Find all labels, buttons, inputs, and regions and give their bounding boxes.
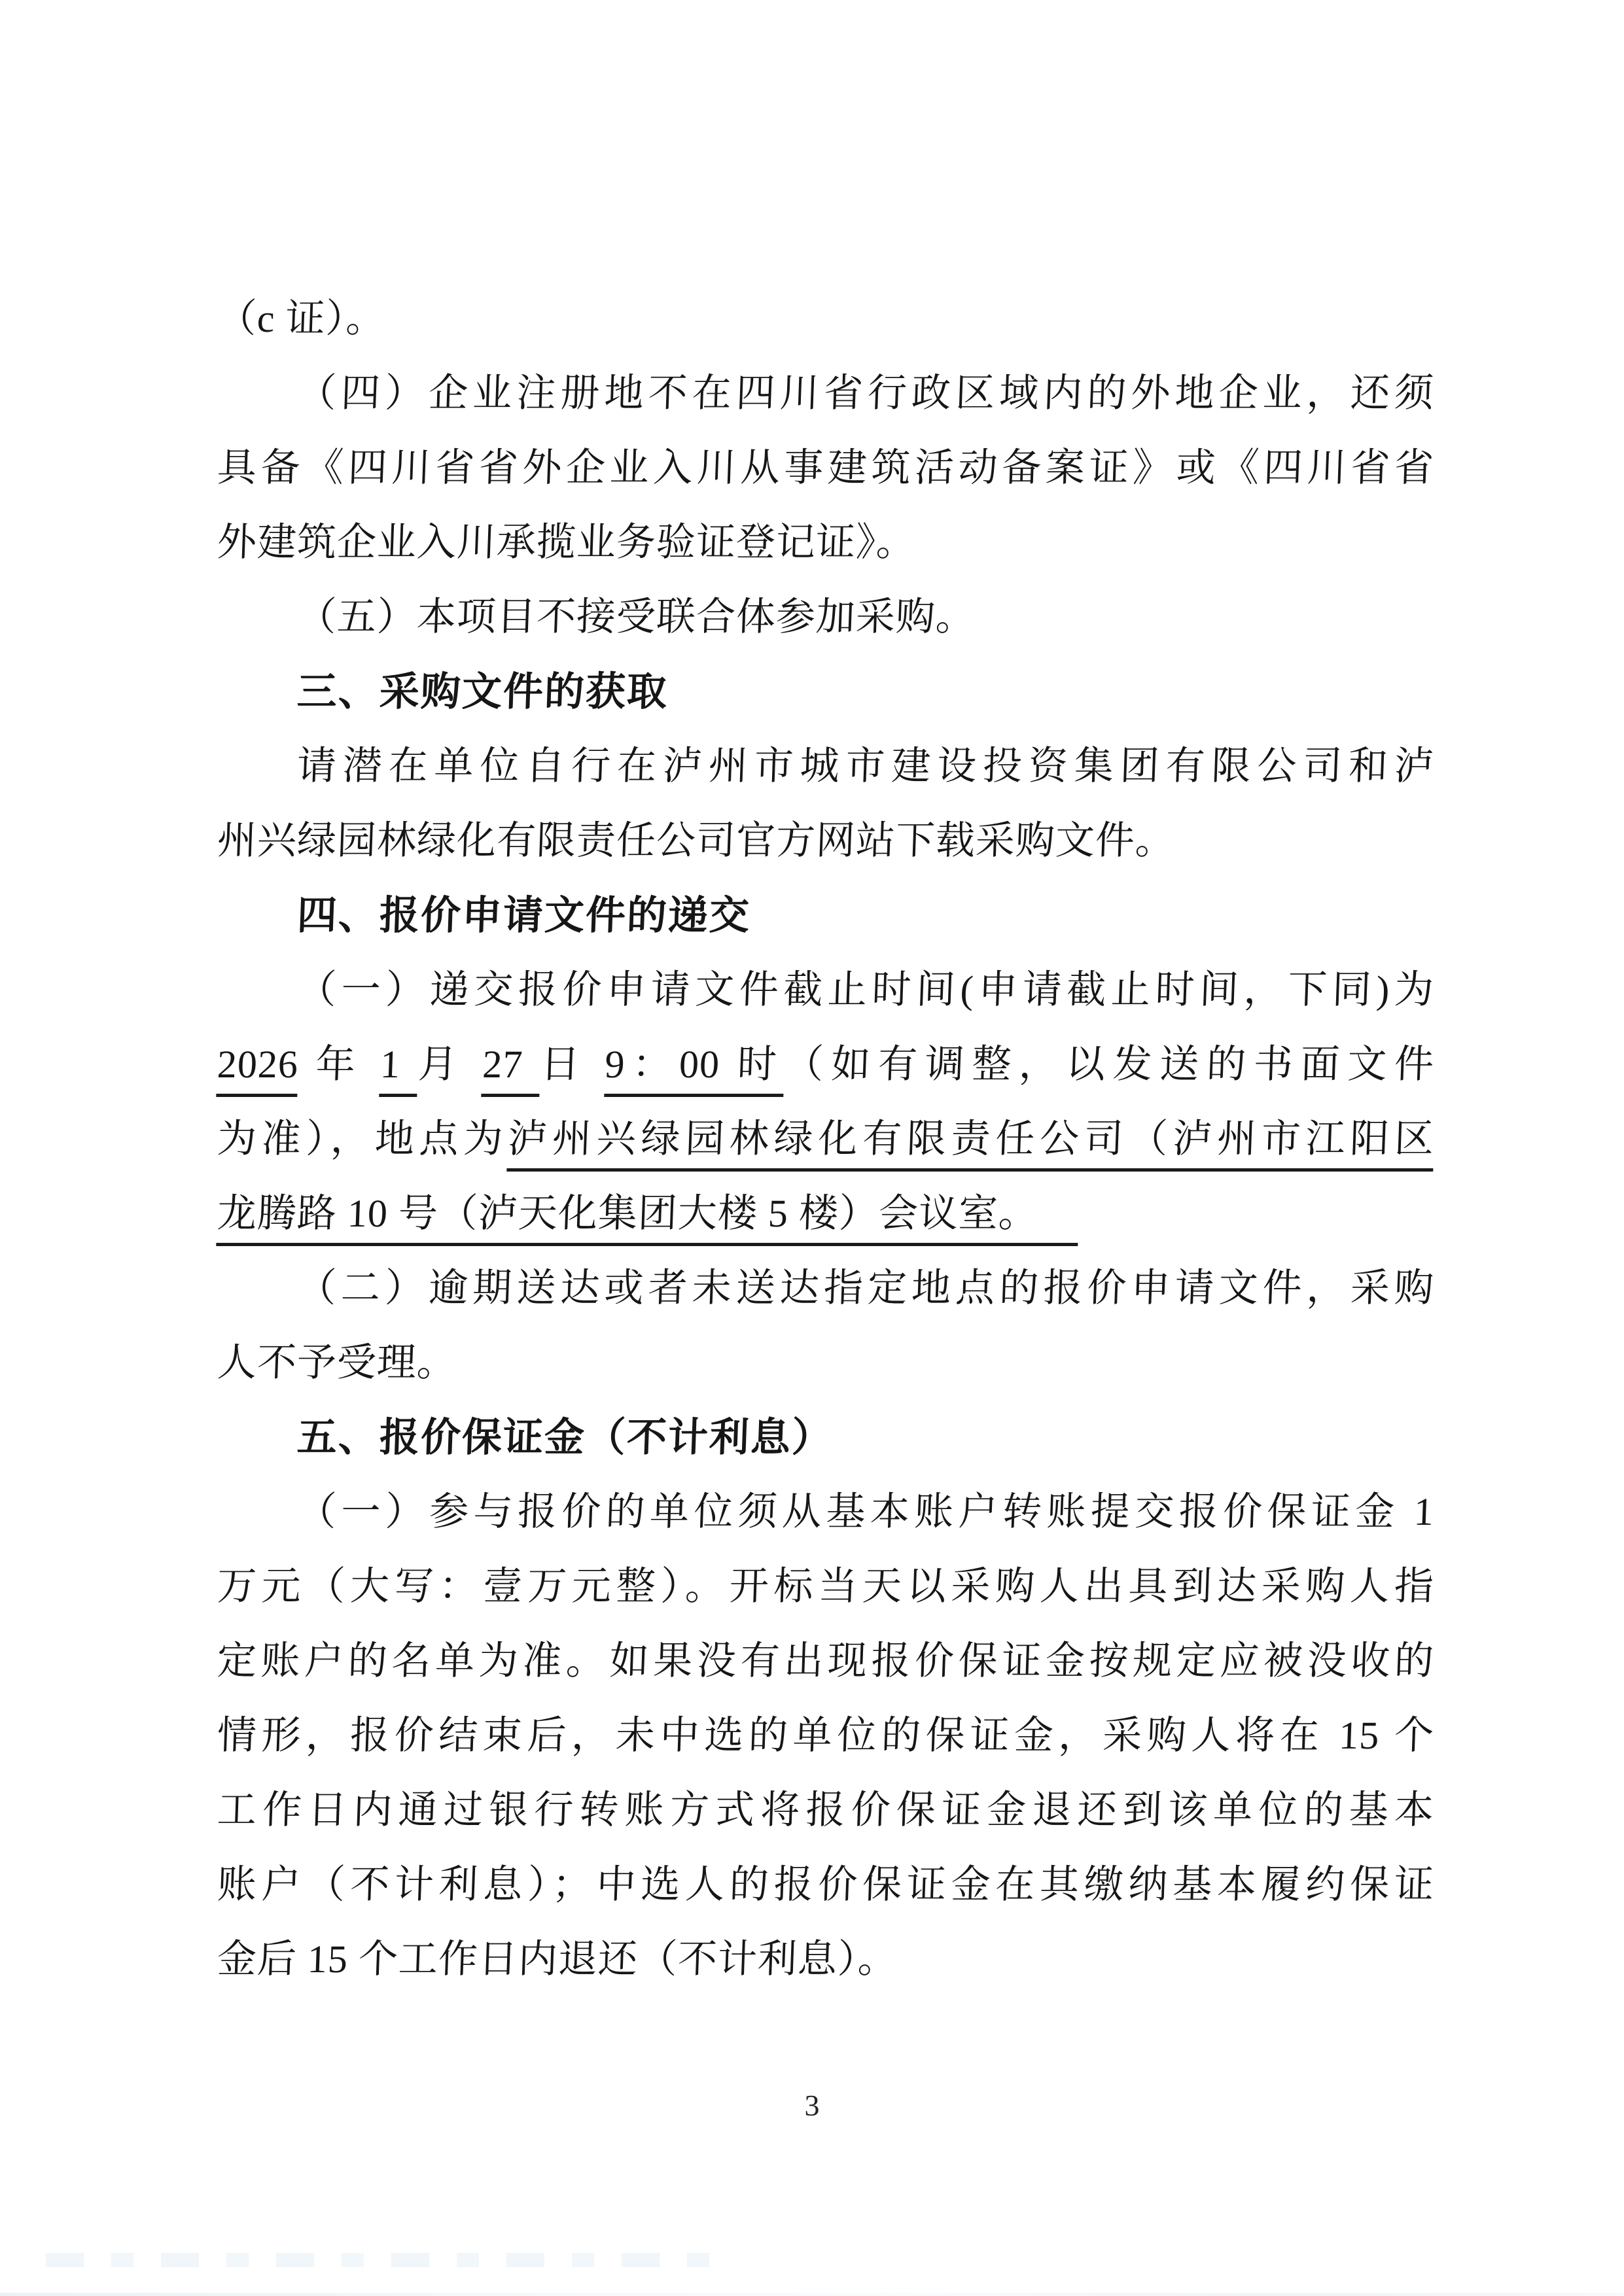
underlined-field-text: 27 [482,1043,542,1097]
page-number: 3 [804,2089,820,2122]
text-segment: （c 证）。 [216,297,387,340]
text-line [216,952,1436,1027]
text-segment: 万元（大写：壹万元整）。开标当天以采购人出具到达采购人指 [216,1565,1436,1608]
section-heading [216,654,1436,729]
text-line [216,729,1436,803]
text-line [216,1102,1436,1176]
text-segment: （二）逾期送达或者未送达指定地点的报价申请文件，采购 [296,1266,1436,1310]
text-segment: 三、采购文件的获取 [296,669,669,714]
text-segment: 金后 15 个工作日内退还（不计利息）。 [216,1938,899,1981]
text-segment: （一）参与报价的单位须从基本账户转账提交报价保证金 1 [296,1490,1436,1533]
text-line [216,1549,1436,1624]
text-segment: 定账户的名单为准。如果没有出现报价保证金按规定应被没收的 [216,1639,1436,1682]
text-segment: （五）本项目不接受联合体参加采购。 [296,595,977,638]
text-segment: 外建筑企业入川承揽业务验证登记证》。 [216,521,917,564]
text-line [216,1176,1436,1251]
underlined-field-text: 9：00 时 [604,1043,785,1097]
text-segment: （四）企业注册地不在四川省行政区域内的外地企业，还须 [296,372,1436,415]
text-line [216,580,1436,654]
text-line [216,1773,1436,1847]
text-line [216,356,1436,430]
text-segment: 年 [297,1043,381,1086]
text-segment: 日 [539,1043,606,1086]
text-line [216,1027,1436,1102]
text-line [216,1474,1436,1549]
document-body [216,281,1436,1996]
text-segment: 月 [417,1043,484,1086]
text-line [216,430,1436,505]
scan-artifact [46,2253,962,2269]
text-line [216,1847,1436,1922]
text-segment: 为准），地点为 [216,1117,509,1160]
text-line [216,803,1436,878]
text-segment: 四、报价申请文件的递交 [296,893,752,937]
underlined-field-text: 龙腾路 10 号（泸天化集团大楼 5 楼）会议室。 [216,1192,1080,1246]
text-segment: 具备《四川省省外企业入川从事建筑活动备案证》或《四川省省 [216,446,1436,489]
text-line [216,1922,1436,1996]
underlined-field-text: 1 [379,1043,419,1097]
text-line [216,505,1436,580]
text-line [216,1624,1436,1698]
text-segment: 州兴绿园林绿化有限责任公司官方网站下载采购文件。 [216,819,1176,862]
text-segment: （如有调整，以发送的书面文件 [783,1043,1436,1086]
text-segment: 请潜在单位自行在泸州市城市建设投资集团有限公司和泸 [296,744,1436,788]
text-segment: 工作日内通过银行转账方式将报价保证金退还到该单位的基本 [216,1788,1436,1832]
underlined-field-text: 2026 [216,1043,299,1097]
text-segment: （一）递交报价申请文件截止时间(申请截止时间，下同)为 [296,968,1436,1011]
text-line [216,1251,1436,1325]
text-segment: 账户（不计利息）；中选人的报价保证金在其缴纳基本履约保证 [216,1863,1436,1906]
section-heading [216,878,1436,952]
underlined-field-text: 泸州兴绿园林绿化有限责任公司（泸州市江阳区 [506,1117,1435,1172]
text-line [216,1325,1436,1400]
text-segment: 五、报价保证金（不计利息） [296,1415,834,1459]
text-segment: 情形，报价结束后，未中选的单位的保证金，采购人将在 15 个 [216,1714,1436,1757]
section-heading [216,1400,1436,1474]
text-segment: 人不予受理。 [216,1341,458,1384]
scan-edge-artifact [0,2293,1624,2296]
text-line [216,281,1436,356]
text-line [216,1698,1436,1773]
